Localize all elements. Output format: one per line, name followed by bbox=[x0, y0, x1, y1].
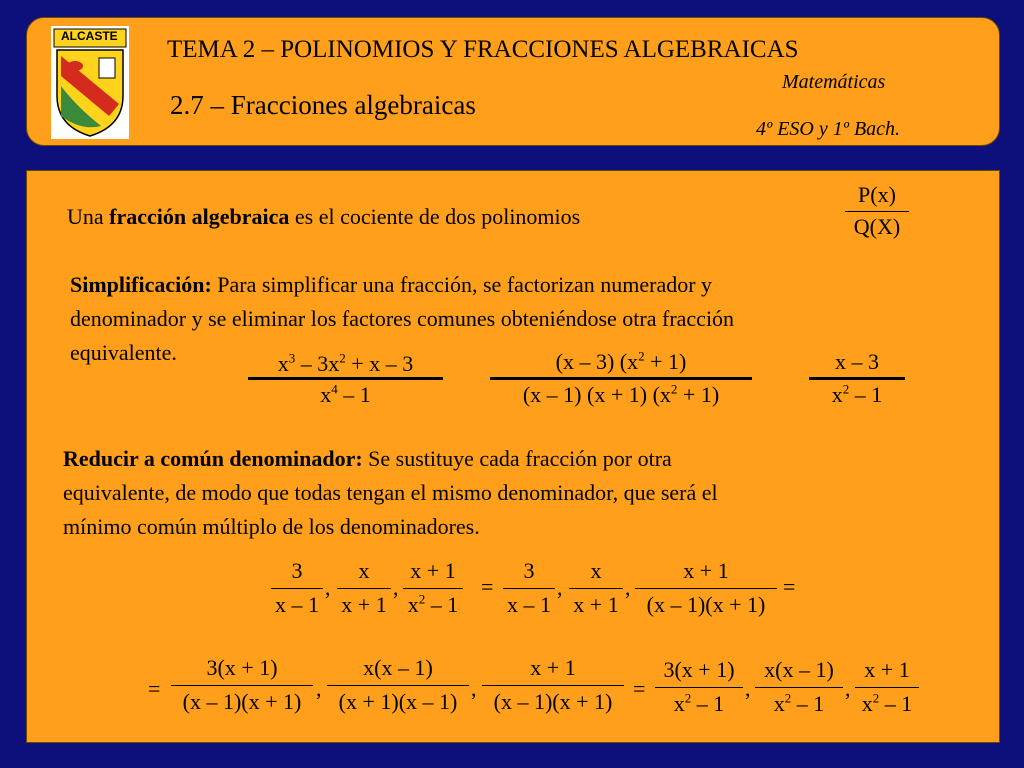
equation1-f1-den: x – 1 bbox=[275, 592, 319, 617]
fraction-bar bbox=[635, 588, 777, 589]
equation2-k2-den-a: x bbox=[773, 691, 785, 716]
fraction-denominator: Q(X) bbox=[853, 214, 901, 239]
simplification-line2: denominador y se eliminar los factores comunes obteniéndose otra fracción bbox=[70, 306, 735, 331]
fraction-bar bbox=[403, 588, 463, 589]
logo-text: ALCASTE bbox=[61, 29, 118, 43]
fraction bbox=[503, 558, 555, 618]
fraction bbox=[855, 657, 919, 717]
equation1-f1-num: 3 bbox=[291, 558, 303, 583]
equation2-k3-den-a: x bbox=[861, 691, 873, 716]
simplification-ex3-d-a-exp: 2 bbox=[842, 381, 850, 397]
fraction bbox=[171, 655, 313, 715]
simplification-example-2 bbox=[490, 349, 752, 408]
fraction-bar bbox=[569, 588, 623, 589]
fraction-bar bbox=[271, 588, 323, 589]
equation1-f2-num: x bbox=[358, 558, 370, 583]
fraction-bar bbox=[855, 687, 919, 688]
equation2-k3-den-b: – 1 bbox=[879, 691, 913, 716]
definition-fraction bbox=[845, 182, 909, 240]
content-panel bbox=[26, 170, 1000, 743]
fraction bbox=[655, 657, 743, 717]
page-title: TEMA 2 – POLINOMIOS Y FRACCIONES ALGEBRAICAS bbox=[167, 36, 799, 63]
equation2-h1-den: (x – 1)(x + 1) bbox=[182, 689, 302, 714]
section-subtitle: 2.7 – Fracciones algebraicas bbox=[170, 90, 476, 120]
equation1-g2-den: x + 1 bbox=[573, 592, 619, 617]
simplification-example-1 bbox=[248, 351, 443, 408]
fraction-bar bbox=[503, 588, 555, 589]
equation1-g3-num: x + 1 bbox=[683, 558, 729, 583]
fraction-bar bbox=[490, 377, 752, 380]
fraction-bar bbox=[248, 377, 443, 380]
simplification-ex1-n-a: x bbox=[277, 351, 289, 376]
fraction bbox=[271, 558, 323, 618]
fraction-bar bbox=[337, 588, 391, 589]
fraction-bar bbox=[755, 687, 843, 688]
equation1-comma: , bbox=[393, 575, 399, 600]
equation1-g1-num: 3 bbox=[523, 558, 535, 583]
equation1-comma: , bbox=[325, 575, 331, 600]
equation2-comma: , bbox=[316, 676, 322, 701]
equation2-k1-den-b: – 1 bbox=[691, 691, 725, 716]
equation2-k2-den-b: – 1 bbox=[791, 691, 825, 716]
fraction-numerator: P(x) bbox=[858, 182, 896, 207]
equation2-k1-den-exp: 2 bbox=[684, 690, 692, 706]
definition-pre: Una bbox=[67, 204, 110, 229]
subject-label: Matemáticas bbox=[782, 71, 886, 93]
equation1-f3-den-b: – 1 bbox=[425, 592, 459, 617]
fraction-bar bbox=[482, 685, 624, 686]
equation2-h3-den: (x – 1)(x + 1) bbox=[493, 689, 613, 714]
equation1-eq-end: = bbox=[783, 574, 796, 599]
equation1-g1-den: x – 1 bbox=[507, 592, 551, 617]
equation1-f2-den: x + 1 bbox=[341, 592, 387, 617]
equation1-f3-num: x + 1 bbox=[410, 558, 456, 583]
equation2-comma: , bbox=[471, 676, 477, 701]
equation2-h2-num: x(x – 1) bbox=[363, 655, 433, 680]
fraction-bar bbox=[327, 685, 469, 686]
simplification-ex1-n-c: + x – 3 bbox=[345, 351, 414, 376]
equation2-h1-num: 3(x + 1) bbox=[206, 655, 278, 680]
simplification-ex2-d-a-exp: 2 bbox=[670, 381, 678, 397]
equation1-eq: = bbox=[481, 574, 494, 599]
equation2-k3-num: x + 1 bbox=[864, 657, 910, 682]
equation2-comma: , bbox=[745, 676, 751, 701]
simplification-ex1-n-b: – 3x bbox=[295, 351, 340, 376]
simplification-line1: Para simplificar una fracción, se factorizan numerador y bbox=[211, 272, 713, 297]
simplification-ex2-n-a-exp: 2 bbox=[638, 348, 645, 364]
fraction-bar bbox=[809, 377, 905, 380]
level-label: 4º ESO y 1º Bach. bbox=[756, 118, 901, 140]
common-denominator-line2: equivalente, de modo que todas tengan el mismo denominador, que será el bbox=[63, 480, 718, 505]
common-denominator-paragraph bbox=[63, 442, 718, 544]
common-denominator-line3: mínimo común múltiplo de los denominadores. bbox=[63, 514, 480, 539]
simplification-ex2-d-a: (x – 1) (x + 1) (x bbox=[522, 382, 671, 407]
equation2-k3-den-exp: 2 bbox=[872, 690, 880, 706]
definition-text bbox=[67, 204, 580, 230]
equation2-h3-num: x + 1 bbox=[530, 655, 576, 680]
fraction bbox=[755, 657, 843, 717]
simplification-ex1-d-a-exp: 4 bbox=[331, 381, 338, 397]
fraction-bar bbox=[655, 687, 743, 688]
simplification-ex2-n-b: + 1) bbox=[644, 349, 687, 374]
equation1-f3-den-exp: 2 bbox=[418, 591, 426, 607]
equation1-comma: , bbox=[625, 575, 631, 600]
simplification-ex2-d-b: + 1) bbox=[677, 382, 720, 407]
fraction bbox=[635, 558, 777, 618]
equation2-k1-den-a: x bbox=[673, 691, 685, 716]
simplification-ex2-n-a: (x – 3) (x bbox=[555, 349, 639, 374]
equation2-k2-num: x(x – 1) bbox=[764, 657, 834, 682]
common-denominator-line1: Se sustituye cada fracción por otra bbox=[362, 446, 672, 471]
fraction bbox=[337, 558, 391, 618]
equation2-eq-start: = bbox=[148, 676, 161, 701]
simplification-term: Simplificación: bbox=[70, 272, 212, 297]
simplification-ex3-d-b: – 1 bbox=[849, 382, 883, 407]
equation2-comma: , bbox=[845, 676, 851, 701]
simplification-ex1-n-a-exp: 3 bbox=[288, 350, 296, 366]
simplification-line3: equivalente. bbox=[70, 340, 177, 365]
fraction-bar bbox=[171, 685, 313, 686]
equation1-comma: , bbox=[557, 575, 563, 600]
simplification-ex3-num: x – 3 bbox=[835, 349, 879, 374]
fraction bbox=[327, 655, 469, 715]
fraction bbox=[403, 558, 463, 618]
simplification-ex1-n-b-exp: 2 bbox=[339, 350, 346, 366]
simplification-ex3-d-a: x bbox=[831, 382, 843, 407]
fraction bbox=[569, 558, 623, 618]
definition-term: fracción algebraica bbox=[109, 204, 290, 229]
common-denominator-term: Reducir a común denominador: bbox=[63, 446, 363, 471]
definition-post: es el cociente de dos polinomios bbox=[289, 204, 581, 229]
equation2-k1-num: 3(x + 1) bbox=[663, 657, 735, 682]
equation1-g3-den: (x – 1)(x + 1) bbox=[646, 592, 766, 617]
equation2-eq: = bbox=[633, 676, 646, 701]
equation2-h2-den: (x + 1)(x – 1) bbox=[338, 689, 458, 714]
simplification-example-3 bbox=[809, 349, 905, 408]
equation1-f3-den-a: x bbox=[407, 592, 419, 617]
fraction-bar bbox=[845, 211, 909, 212]
equation2-k2-den-exp: 2 bbox=[784, 690, 792, 706]
header-panel bbox=[26, 17, 1000, 146]
equation1-g2-num: x bbox=[590, 558, 602, 583]
fraction bbox=[482, 655, 624, 715]
simplification-ex1-d-b: – 1 bbox=[337, 382, 371, 407]
simplification-ex1-d-a: x bbox=[320, 382, 332, 407]
